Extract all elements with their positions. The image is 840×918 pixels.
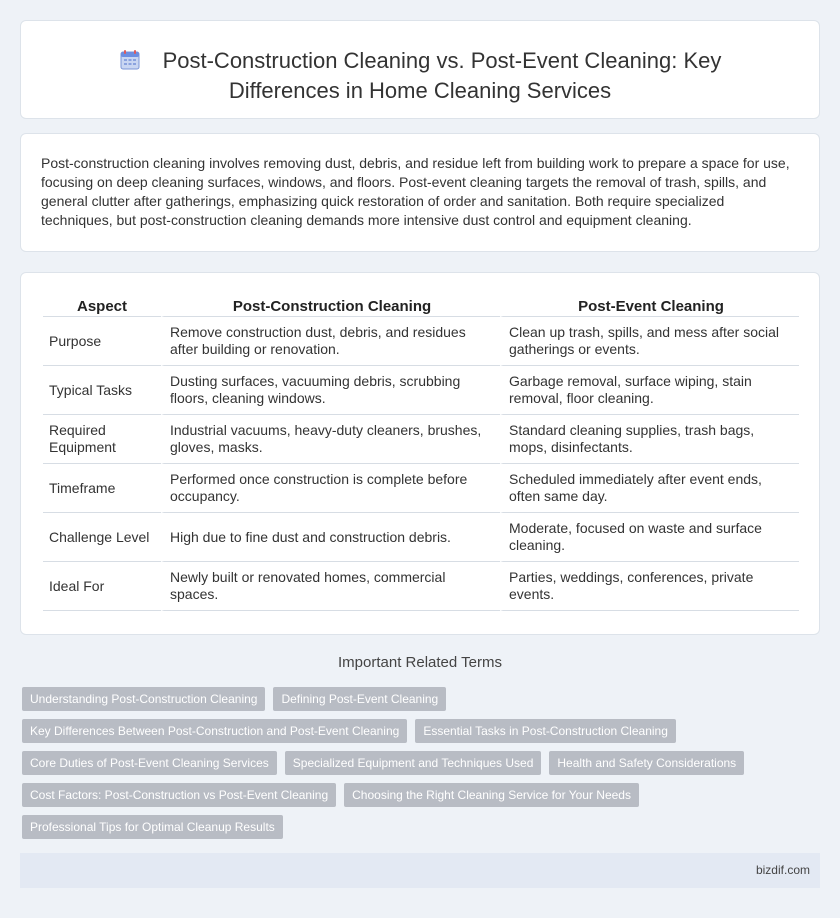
footer — [20, 853, 820, 888]
intro-card — [20, 133, 820, 252]
row-aspect: Ideal For — [43, 562, 161, 611]
header-post-construction: Post-Construction Cleaning — [161, 295, 500, 317]
row-post-event: Garbage removal, surface wiping, stain removal, floor cleaning. — [500, 366, 799, 415]
row-aspect: Timeframe — [43, 464, 161, 513]
comparison-card — [20, 272, 820, 635]
row-post-construction: Remove construction dust, debris, and residues after building or renovation. — [161, 317, 500, 366]
row-aspect: Challenge Level — [43, 513, 161, 562]
page-title — [119, 46, 722, 106]
row-post-construction: Dusting surfaces, vacuuming debris, scrubbing floors, cleaning windows. — [161, 366, 500, 415]
row-post-event: Scheduled immediately after event ends, often same day. — [500, 464, 799, 513]
calendar-icon — [119, 49, 141, 71]
row-aspect: Typical Tasks — [43, 366, 161, 415]
table-row — [43, 366, 799, 415]
related-term-tag[interactable]: Understanding Post-Construction Cleaning — [22, 687, 265, 711]
related-term-tag[interactable]: Specialized Equipment and Techniques Used — [285, 751, 542, 775]
row-post-construction: Newly built or renovated homes, commercial spaces. — [161, 562, 500, 611]
related-term-tag[interactable]: Professional Tips for Optimal Cleanup Results — [22, 815, 283, 839]
row-post-event: Moderate, focused on waste and surface cleaning. — [500, 513, 799, 562]
comparison-table — [43, 295, 799, 611]
header-aspect: Aspect — [43, 295, 161, 317]
table-row — [43, 464, 799, 513]
related-term-tag[interactable]: Health and Safety Considerations — [549, 751, 744, 775]
table-header-row — [43, 295, 799, 317]
intro-text: Post-construction cleaning involves removing dust, debris, and residue left from building work to prepare a space for use, focusing on deep cleaning surfaces, windows, and floors. Post-event cleaning targets the removal of trash, spills, and general clutter after gatherings, emphasizing quick restoration of order and sanitation. Both require specialized techniques, but post-construction cleaning demands more intensive dust control and equipment cleaning. — [41, 155, 790, 228]
row-post-event: Parties, weddings, conferences, private events. — [500, 562, 799, 611]
related-term-tag[interactable]: Key Differences Between Post-Construction and Post-Event Cleaning — [22, 719, 407, 743]
related-term-tag[interactable]: Essential Tasks in Post-Construction Cleaning — [415, 719, 676, 743]
related-term-tag[interactable]: Cost Factors: Post-Construction vs Post-Event Cleaning — [22, 783, 336, 807]
related-terms-title: Important Related Terms — [338, 654, 502, 671]
related-term-tag[interactable]: Choosing the Right Cleaning Service for Your Needs — [344, 783, 639, 807]
row-post-construction: Performed once construction is complete before occupancy. — [161, 464, 500, 513]
title-line-2: Differences in Home Cleaning Services — [228, 78, 612, 103]
title-line-1: Post-Construction Cleaning vs. Post-Event Cleaning: Key — [162, 48, 722, 73]
table-row — [43, 415, 799, 464]
header-card — [20, 20, 820, 119]
related-term-tag[interactable]: Core Duties of Post-Event Cleaning Services — [22, 751, 277, 775]
related-terms-list — [22, 687, 822, 847]
table-row — [43, 562, 799, 611]
row-aspect: Required Equipment — [43, 415, 161, 464]
row-aspect: Purpose — [43, 317, 161, 366]
header-post-event: Post-Event Cleaning — [500, 295, 799, 317]
row-post-event: Standard cleaning supplies, trash bags, mops, disinfectants. — [500, 415, 799, 464]
row-post-construction: Industrial vacuums, heavy-duty cleaners, brushes, gloves, masks. — [161, 415, 500, 464]
table-row — [43, 317, 799, 366]
footer-site[interactable]: bizdif.com — [755, 863, 810, 877]
row-post-event: Clean up trash, spills, and mess after social gatherings or events. — [500, 317, 799, 366]
row-post-construction: High due to fine dust and construction debris. — [161, 513, 500, 562]
table-row — [43, 513, 799, 562]
related-term-tag[interactable]: Defining Post-Event Cleaning — [273, 687, 446, 711]
